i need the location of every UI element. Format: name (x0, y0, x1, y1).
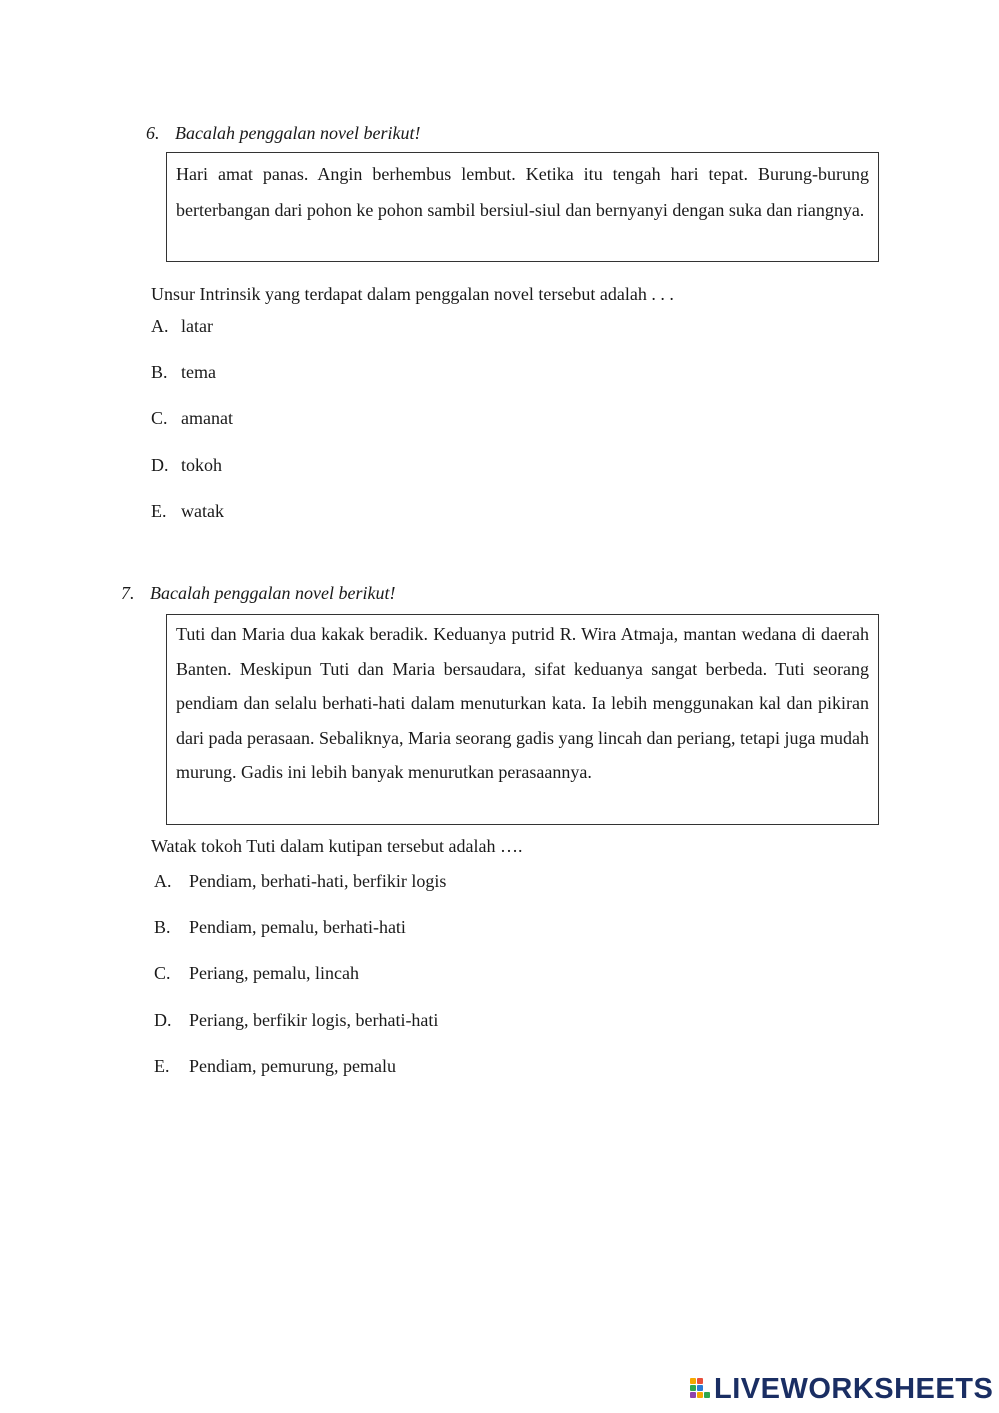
option-letter: B. (154, 917, 171, 937)
question-6-option-d[interactable] (151, 454, 222, 476)
question-7-option-d[interactable] (154, 1009, 438, 1031)
option-letter: B. (151, 362, 168, 382)
question-6-passage-box (166, 152, 879, 262)
option-letter: E. (154, 1056, 170, 1076)
option-letter: A. (154, 871, 172, 891)
liveworksheets-brand[interactable] (690, 1371, 993, 1407)
question-6-option-a[interactable] (151, 315, 213, 337)
question-6-option-b[interactable] (151, 361, 216, 383)
question-6-instruction: Bacalah penggalan novel berikut! (175, 123, 421, 143)
brand-wordmark: LIVEWORKSHEETS (714, 1372, 994, 1405)
option-text: latar (181, 316, 213, 336)
option-text: Pendiam, berhati-hati, berfikir logis (189, 871, 447, 891)
option-letter: A. (151, 316, 169, 336)
question-6-option-c[interactable] (151, 407, 233, 429)
question-7-option-c[interactable] (154, 962, 359, 984)
option-letter: E. (151, 501, 167, 521)
option-text: Periang, pemalu, lincah (189, 963, 359, 983)
option-text: watak (181, 501, 224, 521)
question-7-passage-box (166, 614, 879, 825)
question-6-heading (146, 122, 420, 144)
option-text: tema (181, 362, 216, 382)
question-6-passage-text: Hari amat panas. Angin berhembus lembut. Ketika itu tengah hari tepat. Burung-burung berterbangan dari pohon ke pohon sambil bersiul-siul dan bernyanyi dengan suka dan riangnya. (176, 164, 869, 220)
question-7-stem: Watak tokoh Tuti dalam kutipan tersebut adalah …. (151, 836, 523, 856)
question-6-option-e[interactable] (151, 500, 224, 522)
option-letter: C. (151, 408, 168, 428)
question-6-stem: Unsur Intrinsik yang terdapat dalam penggalan novel tersebut adalah . . . (151, 284, 674, 304)
option-letter: D. (151, 455, 169, 475)
question-7-option-a[interactable] (154, 870, 446, 892)
option-text: Pendiam, pemalu, berhati-hati (189, 917, 406, 937)
question-7-number: 7. (121, 583, 135, 603)
question-7-option-b[interactable] (154, 916, 406, 938)
liveworksheets-logo-icon (690, 1376, 712, 1402)
question-7-option-e[interactable] (154, 1055, 396, 1077)
option-letter: D. (154, 1010, 172, 1030)
question-7-passage-text: Tuti dan Maria dua kakak beradik. Keduanya putrid R. Wira Atmaja, mantan wedana di daerah Banten. Meskipun Tuti dan Maria bersaudara, sifat keduanya sangat berbeda. Tuti seorang pendiam dan selalu berhati-hati dalam menuturkan kata. Ia lebih menggunakan kal dan pikiran dari pada perasaan. Sebaliknya, Maria seorang gadis yang lincah dan periang, tetapi juga mudah murung. Gadis ini lebih banyak menurutkan perasaannya. (176, 624, 869, 783)
question-6-number: 6. (146, 123, 160, 143)
option-text: Pendiam, pemurung, pemalu (189, 1056, 396, 1076)
option-letter: C. (154, 963, 171, 983)
option-text: tokoh (181, 455, 223, 475)
option-text: amanat (181, 408, 233, 428)
question-7-heading (121, 582, 395, 604)
option-text: Periang, berfikir logis, berhati-hati (189, 1010, 439, 1030)
question-7-instruction: Bacalah penggalan novel berikut! (150, 583, 396, 603)
